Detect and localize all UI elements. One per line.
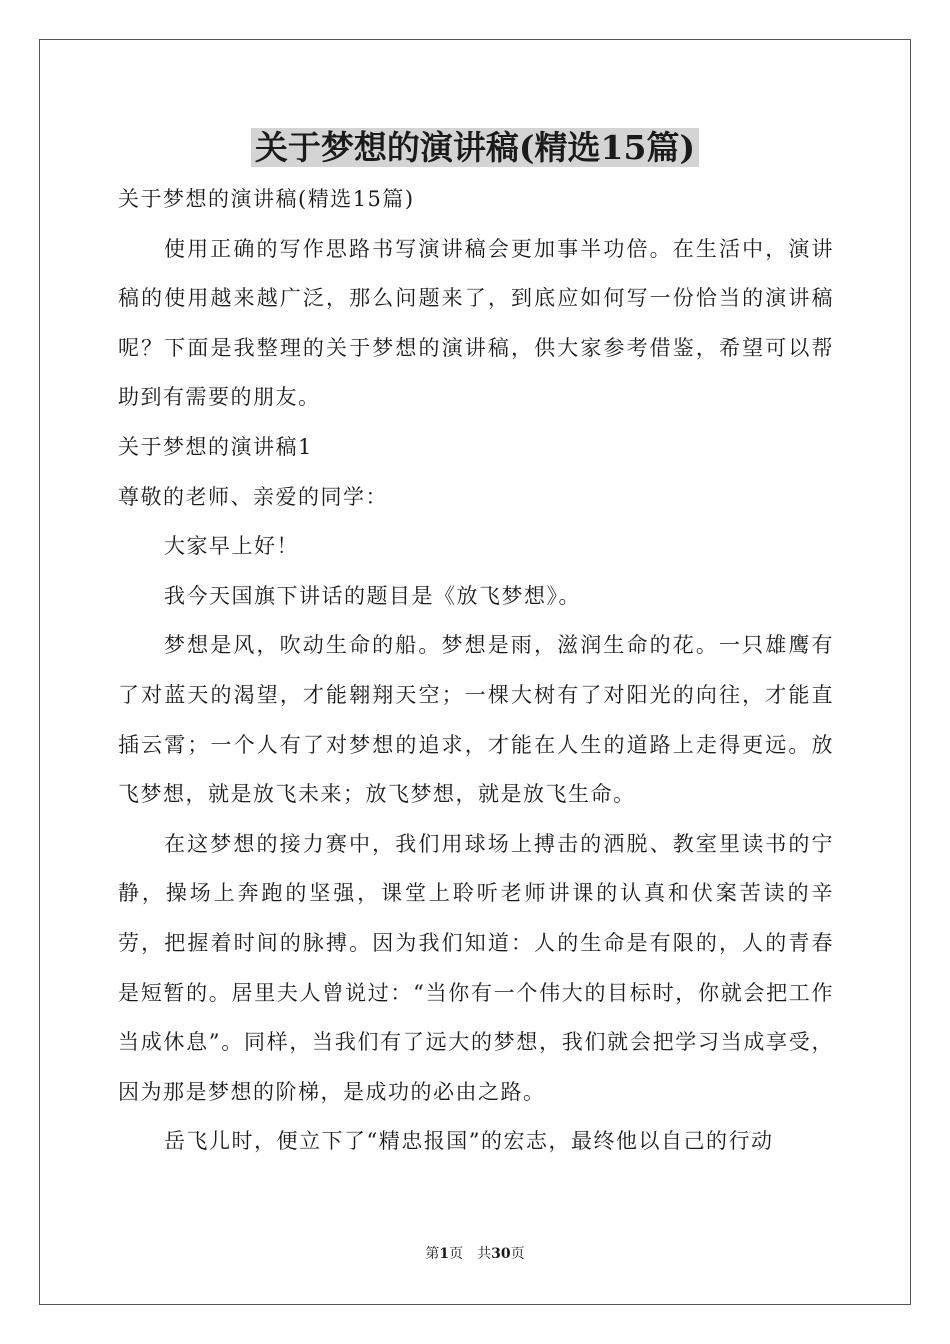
paragraph-subtitle: 关于梦想的演讲稿(精选15篇)	[118, 187, 415, 211]
document-title-text: 关于梦想的演讲稿(精选15篇)	[251, 128, 699, 167]
page-prefix: 第	[425, 1246, 440, 1262]
total-suffix: 页	[510, 1246, 525, 1262]
paragraph-intro: 使用正确的写作思路书写演讲稿会更加事半功倍。在生活中，演讲稿的使用越来越广泛，那么问题来了，到底应如何写一份恰当的演讲稿呢？下面是我整理的关于梦想的演讲稿，供大家参考借鉴，希望可以帮助到有需要的朋友。	[118, 236, 834, 410]
document-title	[0, 126, 950, 170]
paragraph-body: 岳飞儿时，便立下了“精忠报国”的宏志，最终他以自己的行动	[164, 1129, 774, 1154]
total-prefix: 共	[477, 1246, 492, 1262]
salutation: 尊敬的老师、亲爱的同学：	[118, 484, 388, 509]
section-heading: 关于梦想的演讲稿1	[118, 434, 313, 459]
paragraph-body: 在这梦想的接力赛中，我们用球场上搏击的洒脱、教室里读书的宁静，操场上奔跑的坚强，课堂上聆听老师讲课的认真和伏案苦读的辛劳，把握着时间的脉搏。因为我们知道：人的生命是有限的，人的青春是短暂的。居里夫人曾说过：“当你有一个伟大的目标时，你就会把工作当成休息”。同样，当我们有了远大的梦想，我们就会把学习当成享受，因为那是梦想的阶梯，是成功的必由之路。	[118, 831, 834, 1104]
page-footer	[0, 1244, 950, 1264]
total-pages: 30	[491, 1246, 511, 1262]
paragraph-topic: 我今天国旗下讲话的题目是《放飞梦想》。	[164, 583, 581, 608]
page-number: 1	[439, 1246, 450, 1262]
greeting: 大家早上好！	[164, 534, 299, 559]
document-body	[118, 175, 834, 1167]
page-suffix: 页	[449, 1246, 464, 1262]
paragraph-body: 梦想是风，吹动生命的船。梦想是雨，滋润生命的花。一只雄鹰有了对蓝天的渴望，才能翱翔天空；一棵大树有了对阳光的向往，才能直插云霄；一个人有了对梦想的追求，才能在人生的道路上走得更远。放飞梦想，就是放飞未来；放飞梦想，就是放飞生命。	[118, 633, 834, 807]
